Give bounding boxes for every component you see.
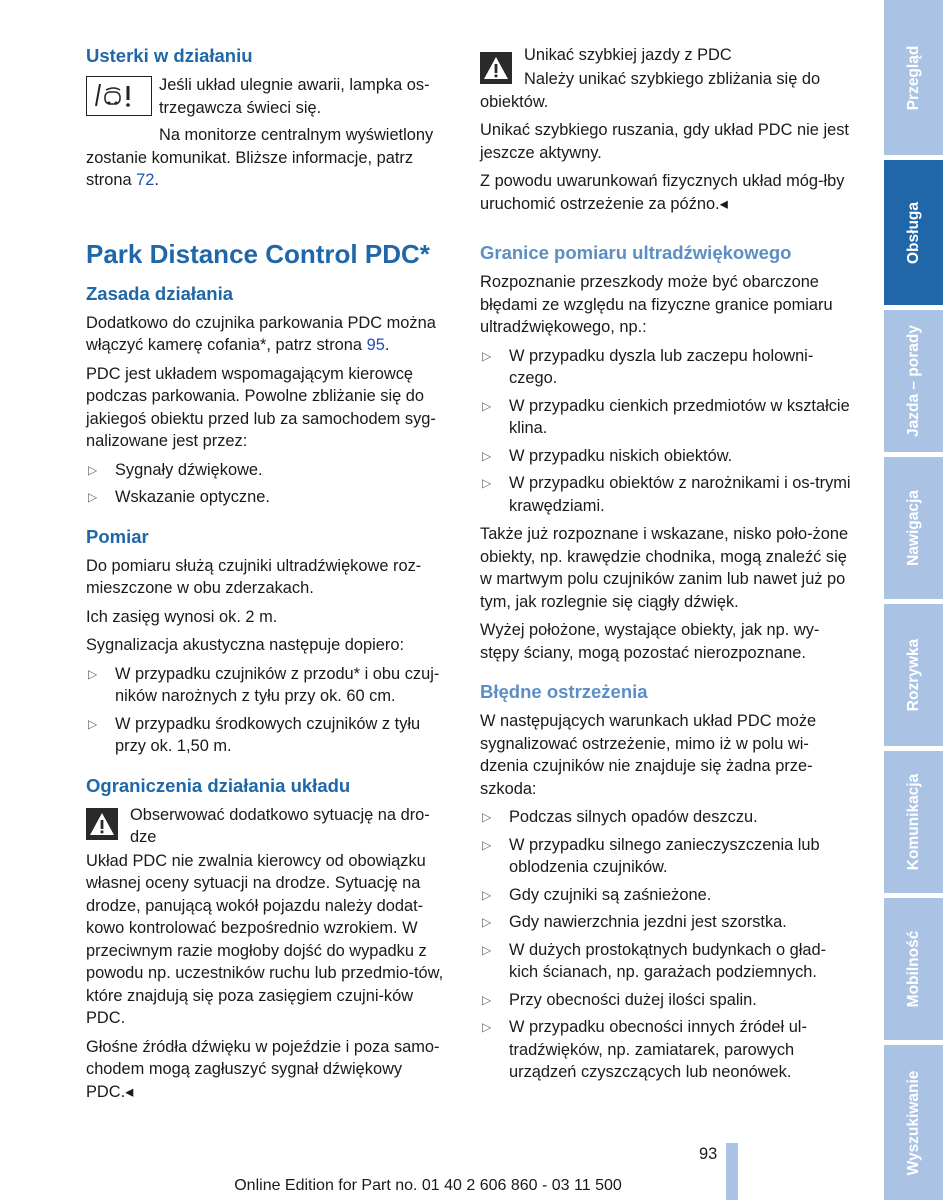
tab-wyszukiwanie[interactable]: Wyszukiwanie	[884, 1045, 943, 1200]
principle-text-1: Dodatkowo do czujnika parkowania PDC można włączyć kamerę cofania*, patrz strona 95.	[86, 313, 436, 354]
bullet-icon: ▷	[482, 1020, 492, 1034]
malfunction-notice	[86, 74, 454, 120]
tab-komunikacja[interactable]: Komunikacja	[884, 751, 943, 893]
list-item: ▷ W przypadku środkowych czujników z tyłu przy ok. 1,50 m.	[88, 714, 421, 755]
bullet-icon: ▷	[482, 810, 492, 824]
tab-nawigacja[interactable]: Nawigacja	[884, 457, 943, 599]
bullet-icon: ▷	[88, 462, 98, 477]
list-item: ▷ Wskazanie optyczne.	[86, 486, 454, 509]
bullet-icon: ▷	[88, 666, 98, 681]
tab-rozrywka[interactable]: Rozrywka	[884, 604, 943, 746]
physics-text: Z powodu uwarunkowań fizycznych układ móg-łby uruchomić ostrzeżenie za późno.◂	[480, 172, 845, 213]
speed-warning-text: Należy unikać szybkiego zbliżania się do obiektów.	[480, 70, 821, 111]
bullet-icon: ▷	[482, 476, 492, 490]
bullet-icon: ▷	[482, 837, 492, 852]
page-number: 93	[699, 1145, 718, 1163]
bullet-icon: ▷	[482, 348, 492, 363]
bullet-icon: ▷	[482, 448, 492, 463]
bullet-icon: ▷	[482, 887, 492, 902]
false-warnings-list	[480, 806, 852, 1084]
principle-list	[86, 459, 454, 509]
list-item: ▷ W przypadku czujników z przodu* i obu czuj-ników narożnych z tyłu przy ok. 60 cm.	[88, 664, 440, 705]
list-item: ▷ W przypadku silnego zanieczyszczenia lub oblodzenia czujników.	[482, 835, 820, 876]
bullet-icon: ▷	[88, 490, 98, 504]
tab-jazda-porady[interactable]: Jazda – porady	[884, 310, 943, 452]
list-item: ▷ W przypadku cienkich przedmiotów w kształcie klina.	[482, 396, 850, 437]
measurement-text-3: Sygnalizacja akustyczna następuje dopiero:	[86, 636, 404, 654]
list-item: ▷ Gdy czujniki są zaśnieżone.	[480, 884, 852, 907]
ultrasonic-text-2: Także już rozpoznane i wskazane, nisko poło-żone obiekty, np. krawędzie chodnika, mogą znaleźć się w martwym polu czujników zanim lub nawet już po tym, jak rozlegnie się ciągły dźwięk.	[480, 525, 849, 611]
false-warnings-text: W następujących warunkach układ PDC może sygnalizować ostrzeżenie, mimo iż w polu wi-dzenia czujników nie znajduje się żadna prze-szkoda:	[480, 712, 817, 798]
ultrasonic-text-1: Rozpoznanie przeszkody może być obarczone błędami ze względu na fizyczne granice pomiaru ultradźwiękowego, np.:	[480, 273, 833, 336]
left-column	[86, 44, 454, 1109]
limitations-warning-title: Obserwować dodatkowo sytuację na dro-dze	[130, 805, 430, 846]
section-title-false-warnings: Błędne ostrzeżenia	[480, 681, 648, 702]
tab-obsluga[interactable]: Obsługa	[884, 160, 943, 305]
bullet-icon: ▷	[482, 398, 492, 413]
pdc-warning-lamp-icon	[86, 76, 152, 116]
list-item: ▷ W przypadku obecności innych źródeł ul-tradźwięków, np. zamiatarek, parowych urządzeń czyszczących lub neonówek.	[482, 1018, 807, 1081]
section-title-limitations: Ograniczenia działania układu	[86, 774, 351, 796]
bullet-icon: ▷	[482, 915, 492, 929]
limitations-text-1: Układ PDC nie zwalnia kierowcy od obowiązku własnej oceny sytuacji na drodze. Sytuację na drodze, panującą wokół pojazdu należy dodat-kowo kontrolować bezpośrednio wzrokiem. W przeciwnym razie mogłoby dojść do wypadku z powodu np. uczestników ruchu lub przedmio-tów, które znajdują się poza zasięgiem czujni-ków PDC.	[86, 851, 444, 1027]
malfunction-monitor-text: Na monitorze centralnym wyświetlony zostanie komunikat. Bliższe informacje, patrz strona 72.	[86, 126, 434, 189]
list-item: ▷ Gdy nawierzchnia jezdni jest szorstka.	[480, 911, 852, 934]
chapter-sidebar	[884, 0, 943, 1200]
right-column	[480, 44, 852, 1090]
page-link-72[interactable]: 72	[136, 171, 155, 189]
list-item: ▷ Przy obecności dużej ilości spalin.	[480, 989, 852, 1012]
section-title-ultrasonic-limits: Granice pomiaru ultradźwiękowego	[480, 242, 792, 263]
tab-przeglad[interactable]: Przegląd	[884, 0, 943, 155]
malfunction-text: Jeśli układ ulegnie awarii, lampka os-trzegawcza świeci się.	[159, 76, 430, 117]
speed-warning-title: Unikać szybkiej jazdy z PDC	[524, 46, 732, 64]
list-item: ▷ W dużych prostokątnych budynkach o gład-kich ścianach, np. garażach podziemnych.	[482, 940, 827, 981]
section-title-principle: Zasada działania	[86, 282, 234, 304]
bullet-icon: ▷	[482, 992, 492, 1007]
measurement-text-1: Do pomiaru służą czujniki ultradźwiękowe roz-mieszczone w obu zderzakach.	[86, 556, 422, 597]
bullet-icon: ▷	[482, 942, 492, 957]
principle-text-2: PDC jest układem wspomagającym kierowcę podczas parkowania. Powolne zbliżanie się do jakiegoś obiektu przed lub za samochodem syg-nalizowane jest przez:	[86, 364, 436, 450]
measurement-list	[86, 663, 454, 758]
footer-edition-note: Online Edition for Part no. 01 40 2 606 860 - 03 11 500	[234, 1177, 622, 1194]
tab-mobilnosc[interactable]: Mobilność	[884, 898, 943, 1040]
list-item: ▷ W przypadku dyszla lub zaczepu holowni-czego.	[482, 346, 814, 387]
measurement-text-2: Ich zasięg wynosi ok. 2 m.	[86, 607, 278, 626]
warning-triangle-icon	[86, 808, 118, 840]
ultrasonic-text-3: Wyżej położone, wystające obiekty, jak np. wy-stępy ściany, mogą pozostać nierozpoznane.	[480, 621, 820, 662]
limitations-warning	[86, 804, 454, 850]
bullet-icon: ▷	[88, 716, 98, 731]
list-item: ▷ W przypadku niskich obiektów.	[480, 445, 852, 468]
list-item: ▷ W przypadku obiektów z narożnikami i os-trymi krawędziami.	[482, 474, 851, 515]
page-link-95[interactable]: 95	[366, 336, 385, 354]
speed-warning	[480, 44, 852, 90]
start-text: Unikać szybkiego ruszania, gdy układ PDC nie jest jeszcze aktywny.	[480, 121, 849, 162]
section-title-measurement: Pomiar	[86, 525, 149, 547]
page-title: Park Distance Control PDC*	[86, 238, 430, 269]
section-title-malfunction: Usterki w działaniu	[86, 45, 253, 66]
ultrasonic-list	[480, 345, 852, 518]
list-item: ▷ Podczas silnych opadów deszczu.	[480, 806, 852, 829]
list-item: ▷ Sygnały dźwiękowe.	[86, 459, 454, 482]
limitations-text-2: Głośne źródła dźwięku w pojeździe i poza samo-chodem mogą zagłuszyć sygnał dźwiękowy PDC.◂	[86, 1037, 440, 1101]
warning-triangle-icon	[480, 52, 512, 84]
